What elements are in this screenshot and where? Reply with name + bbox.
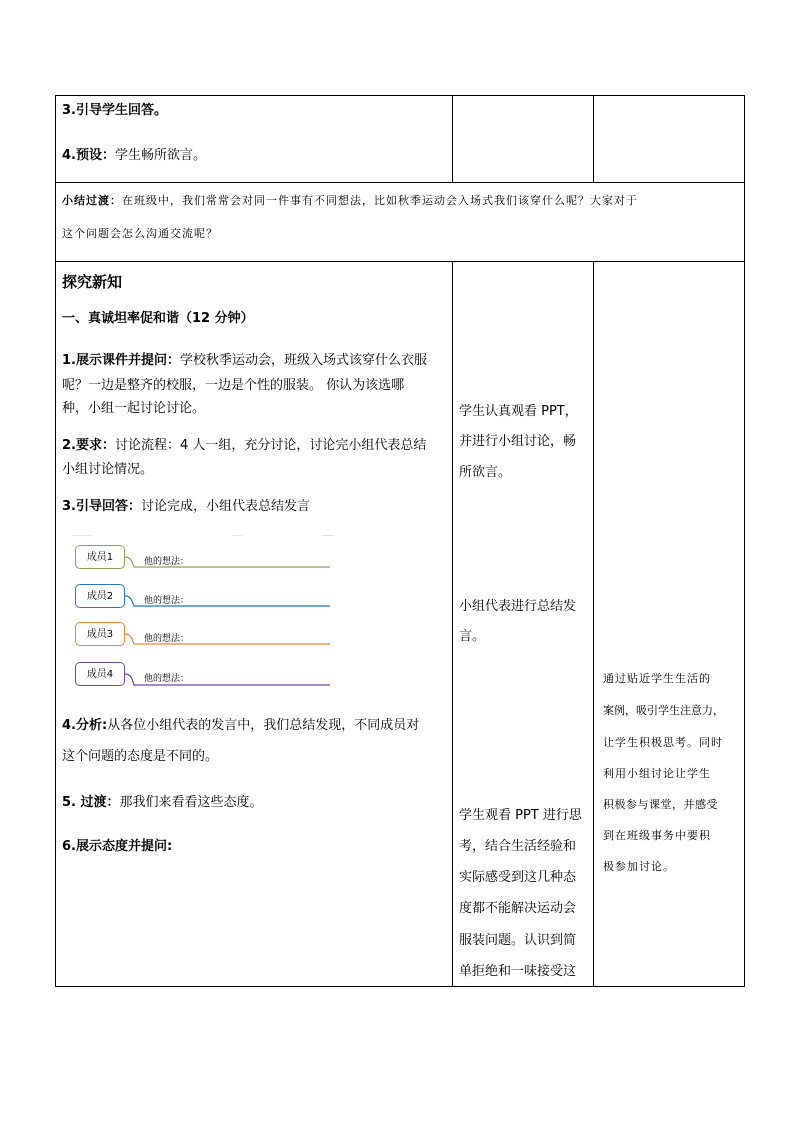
para-4-label: 4.分析: — [62, 718, 108, 733]
para-4-line-1-text: 从各位小组代表的发言中，我们总结发现，不同成员对 — [107, 718, 420, 733]
col-divider-2-top — [593, 95, 594, 183]
para-1-line-2: 呢？一边是整齐的校服，一边是个性的服装。 你认为该选哪 — [62, 378, 405, 393]
section-title: 探究新知 — [62, 273, 123, 291]
student-activity-3-line-3: 实际感受到这几种态 — [459, 870, 577, 885]
student-activity-3-line-4: 度都不能解决运动会 — [459, 901, 577, 916]
summary-line-2: 这个问题会怎么沟通交流呢？ — [62, 227, 218, 240]
para-3 — [62, 499, 310, 515]
table-border-top — [55, 95, 745, 96]
col-divider-1 — [452, 261, 453, 987]
student-activity-2-line-2: 言。 — [459, 629, 486, 644]
table-border-right — [744, 95, 745, 987]
student-activity-3-line-1: 学生观看 PPT 进行思 — [459, 808, 582, 823]
member-3-idea: 他的想法： — [144, 634, 190, 644]
design-intent-line-3: 让学生积极思考。同时 — [603, 736, 723, 749]
step-4-content: 学生畅所欲言。 — [114, 148, 206, 163]
step-3-text: 3.引导学生回答。 — [62, 103, 167, 118]
para-4-line-2: 这个问题的态度是不同的。 — [62, 749, 219, 764]
para-2-line-1 — [62, 438, 426, 454]
para-2-label: 2.要求： — [62, 438, 115, 453]
member-4-box: 成员4 — [75, 662, 125, 686]
para-4-line-1 — [62, 718, 419, 734]
para-5-text: 那我们来看看这些态度。 — [119, 795, 263, 810]
student-activity-3-line-5: 服装问题。认识到简 — [459, 933, 577, 948]
design-intent-line-5: 积极参与课堂，并感受 — [603, 798, 718, 811]
para-1-line-1-text: 学校秋季运动会，班级入场式该穿什么衣服 — [179, 353, 427, 368]
para-5 — [62, 795, 263, 811]
student-activity-2-line-1: 小组代表进行总结发 — [459, 599, 577, 614]
design-intent-line-1: 通过贴近学生生活的 — [603, 672, 711, 685]
col-divider-1-top — [452, 95, 453, 183]
col-divider-2 — [593, 261, 594, 987]
para-3-label: 3.引导回答： — [62, 499, 141, 514]
member-1-idea: 他的想法： — [144, 557, 190, 567]
step-4-label: 4.预设： — [62, 148, 115, 163]
para-6: 6.展示态度并提问: — [62, 839, 173, 854]
student-activity-3-line-6: 单拒绝和一味接受这 — [459, 964, 577, 979]
member-2-idea: 他的想法： — [144, 596, 190, 606]
para-1-line-3: 种，小组一起讨论讨论。 — [62, 401, 206, 416]
para-5-label: 5. 过渡： — [62, 795, 120, 810]
design-intent-line-7: 极参加讨论。 — [603, 860, 675, 873]
student-activity-1-line-2: 并进行小组讨论，畅 — [459, 434, 577, 449]
design-intent-line-2: 案例，吸引学生注意力， — [603, 704, 724, 717]
para-1-label: 1.展示课件并提问： — [62, 353, 180, 368]
member-4-idea: 他的想法： — [144, 674, 190, 684]
design-intent-line-4: 利用小组讨论让学生 — [603, 767, 711, 780]
student-activity-1-line-3: 所欲言。 — [459, 465, 512, 480]
section-subtitle: 一、真诚坦率促和谐（12 分钟） — [62, 311, 254, 326]
row-divider-2 — [55, 261, 745, 262]
member-1-box: 成员1 — [75, 545, 125, 569]
summary-label: 小结过渡： — [62, 194, 122, 207]
student-activity-3-line-2: 考，结合生活经验和 — [459, 839, 577, 854]
summary-line-1-text: 在班级中，我们常常会对同一件事有不同想法，比如秋季运动会入场式我们该穿什么呢？大家对于 — [122, 194, 638, 207]
table-border-bottom — [55, 986, 745, 987]
para-2-line-2: 小组讨论情况。 — [62, 462, 154, 477]
table-border-left — [55, 95, 56, 987]
para-3-text: 讨论完成，小组代表总结发言 — [140, 499, 310, 514]
member-2-box: 成员2 — [75, 584, 125, 608]
design-intent-line-6: 到在班级事务中要积 — [603, 829, 711, 842]
member-3-box: 成员3 — [75, 622, 125, 646]
summary-line-1 — [62, 193, 638, 209]
step-4-text — [62, 148, 206, 164]
para-1-line-1 — [62, 353, 427, 369]
para-2-line-1-text: 讨论流程：4 人一组，充分讨论，讨论完小组代表总结 — [114, 438, 427, 453]
row-divider-1 — [55, 182, 745, 183]
member-ideas-diagram — [72, 535, 342, 695]
student-activity-1-line-1: 学生认真观看 PPT， — [459, 404, 578, 419]
